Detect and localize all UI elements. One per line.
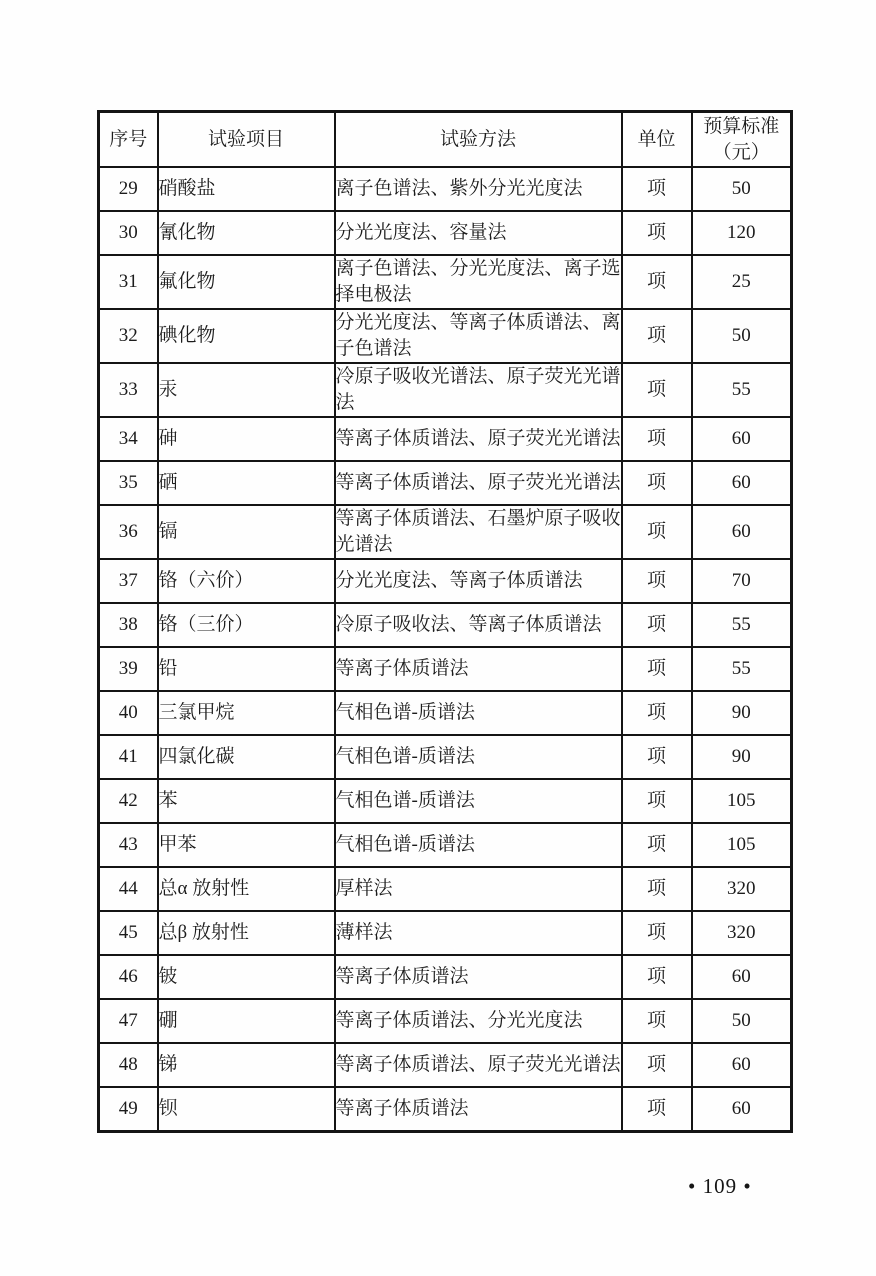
cell-serial-number: 48: [99, 1043, 158, 1087]
cell-serial-number: 37: [99, 559, 158, 603]
cell-test-method: 离子色谱法、分光光度法、离子选择电极法: [335, 255, 622, 309]
cell-serial-number: 35: [99, 461, 158, 505]
cell-test-item: 甲苯: [158, 823, 335, 867]
cell-unit: 项: [622, 309, 692, 363]
cell-budget-price: 55: [692, 647, 792, 691]
cell-test-item: 铅: [158, 647, 335, 691]
cell-serial-number: 32: [99, 309, 158, 363]
cell-budget-price: 55: [692, 603, 792, 647]
cell-test-method: 分光光度法、等离子体质谱法、离子色谱法: [335, 309, 622, 363]
cell-serial-number: 49: [99, 1087, 158, 1131]
table-header-row: [99, 112, 792, 168]
table-row: [99, 647, 792, 691]
table-row: [99, 559, 792, 603]
cell-unit: 项: [622, 867, 692, 911]
cell-test-item: 锑: [158, 1043, 335, 1087]
table-row: [99, 417, 792, 461]
column-header-item: 试验项目: [158, 112, 335, 168]
table-row: [99, 309, 792, 363]
column-header-budget-line1: 预算标准: [703, 115, 780, 137]
cell-test-method: 等离子体质谱法、石墨炉原子吸收光谱法: [335, 505, 622, 559]
cell-test-method: 薄样法: [335, 911, 622, 955]
cell-budget-price: 60: [692, 955, 792, 999]
cell-budget-price: 105: [692, 779, 792, 823]
cell-test-method: 冷原子吸收法、等离子体质谱法: [335, 603, 622, 647]
table-row: [99, 1087, 792, 1131]
table-row: [99, 211, 792, 255]
table-row: [99, 1043, 792, 1087]
column-header-budget-line2: （元）: [712, 141, 770, 163]
cell-unit: 项: [622, 1043, 692, 1087]
cell-unit: 项: [622, 603, 692, 647]
cell-unit: 项: [622, 691, 692, 735]
cell-test-item: 砷: [158, 417, 335, 461]
cell-serial-number: 41: [99, 735, 158, 779]
column-header-budget: [692, 112, 792, 168]
cell-unit: 项: [622, 363, 692, 417]
cell-serial-number: 33: [99, 363, 158, 417]
cell-unit: 项: [622, 255, 692, 309]
table-row: [99, 505, 792, 559]
cell-test-method: 冷原子吸收光谱法、原子荧光光谱法: [335, 363, 622, 417]
cell-serial-number: 38: [99, 603, 158, 647]
cell-test-method: 等离子体质谱法、原子荧光光谱法: [335, 461, 622, 505]
cell-unit: 项: [622, 823, 692, 867]
cell-test-item: 硝酸盐: [158, 167, 335, 211]
cell-serial-number: 47: [99, 999, 158, 1043]
cell-test-item: 总α 放射性: [158, 867, 335, 911]
cell-serial-number: 30: [99, 211, 158, 255]
cell-test-item: 镉: [158, 505, 335, 559]
cell-test-item: 三氯甲烷: [158, 691, 335, 735]
cell-test-item: 四氯化碳: [158, 735, 335, 779]
cell-test-item: 氟化物: [158, 255, 335, 309]
cell-test-method: 厚样法: [335, 867, 622, 911]
cell-test-method: 气相色谱-质谱法: [335, 823, 622, 867]
cell-test-method: 等离子体质谱法: [335, 955, 622, 999]
test-fee-table: [97, 110, 793, 1133]
cell-unit: 项: [622, 955, 692, 999]
cell-test-item: 铬（六价）: [158, 559, 335, 603]
cell-test-method: 离子色谱法、紫外分光光度法: [335, 167, 622, 211]
cell-unit: 项: [622, 505, 692, 559]
cell-budget-price: 90: [692, 691, 792, 735]
cell-budget-price: 60: [692, 417, 792, 461]
cell-budget-price: 60: [692, 505, 792, 559]
cell-budget-price: 320: [692, 867, 792, 911]
cell-test-item: 汞: [158, 363, 335, 417]
cell-serial-number: 29: [99, 167, 158, 211]
cell-test-item: 硼: [158, 999, 335, 1043]
cell-test-method: 等离子体质谱法: [335, 1087, 622, 1131]
table-row: [99, 867, 792, 911]
cell-unit: 项: [622, 911, 692, 955]
table-row: [99, 691, 792, 735]
table-row: [99, 461, 792, 505]
table-row: [99, 823, 792, 867]
cell-unit: 项: [622, 999, 692, 1043]
cell-unit: 项: [622, 461, 692, 505]
cell-test-item: 钡: [158, 1087, 335, 1131]
cell-test-method: 气相色谱-质谱法: [335, 779, 622, 823]
cell-test-item: 硒: [158, 461, 335, 505]
cell-budget-price: 120: [692, 211, 792, 255]
cell-serial-number: 43: [99, 823, 158, 867]
cell-serial-number: 39: [99, 647, 158, 691]
table-row: [99, 603, 792, 647]
cell-unit: 项: [622, 735, 692, 779]
table-row: [99, 911, 792, 955]
cell-serial-number: 42: [99, 779, 158, 823]
cell-serial-number: 45: [99, 911, 158, 955]
cell-test-method: 分光光度法、容量法: [335, 211, 622, 255]
cell-test-method: 等离子体质谱法: [335, 647, 622, 691]
cell-budget-price: 60: [692, 1043, 792, 1087]
column-header-no: 序号: [99, 112, 158, 168]
cell-test-item: 铬（三价）: [158, 603, 335, 647]
cell-serial-number: 46: [99, 955, 158, 999]
cell-unit: 项: [622, 211, 692, 255]
cell-serial-number: 40: [99, 691, 158, 735]
cell-test-method: 等离子体质谱法、原子荧光光谱法: [335, 1043, 622, 1087]
cell-serial-number: 31: [99, 255, 158, 309]
cell-unit: 项: [622, 647, 692, 691]
cell-unit: 项: [622, 1087, 692, 1131]
table-row: [99, 735, 792, 779]
table-row: [99, 779, 792, 823]
cell-test-method: 等离子体质谱法、分光光度法: [335, 999, 622, 1043]
cell-serial-number: 44: [99, 867, 158, 911]
cell-unit: 项: [622, 559, 692, 603]
cell-budget-price: 50: [692, 167, 792, 211]
cell-test-item: 氰化物: [158, 211, 335, 255]
cell-test-method: 气相色谱-质谱法: [335, 691, 622, 735]
cell-budget-price: 105: [692, 823, 792, 867]
cell-budget-price: 60: [692, 461, 792, 505]
table-row: [99, 255, 792, 309]
cell-test-method: 分光光度法、等离子体质谱法: [335, 559, 622, 603]
column-header-unit: 单位: [622, 112, 692, 168]
cell-test-method: 等离子体质谱法、原子荧光光谱法: [335, 417, 622, 461]
cell-budget-price: 50: [692, 999, 792, 1043]
cell-test-item: 铍: [158, 955, 335, 999]
cell-serial-number: 34: [99, 417, 158, 461]
cell-unit: 项: [622, 417, 692, 461]
cell-test-item: 碘化物: [158, 309, 335, 363]
page-number: • 109 •: [688, 1174, 752, 1198]
table-row: [99, 363, 792, 417]
cell-budget-price: 70: [692, 559, 792, 603]
cell-budget-price: 55: [692, 363, 792, 417]
table-row: [99, 167, 792, 211]
cell-test-item: 苯: [158, 779, 335, 823]
cell-unit: 项: [622, 779, 692, 823]
column-header-method: 试验方法: [335, 112, 622, 168]
table-row: [99, 955, 792, 999]
cell-test-method: 气相色谱-质谱法: [335, 735, 622, 779]
cell-test-item: 总β 放射性: [158, 911, 335, 955]
cell-unit: 项: [622, 167, 692, 211]
cell-budget-price: 90: [692, 735, 792, 779]
cell-budget-price: 25: [692, 255, 792, 309]
cell-budget-price: 50: [692, 309, 792, 363]
table-row: [99, 999, 792, 1043]
cell-serial-number: 36: [99, 505, 158, 559]
cell-budget-price: 320: [692, 911, 792, 955]
cell-budget-price: 60: [692, 1087, 792, 1131]
